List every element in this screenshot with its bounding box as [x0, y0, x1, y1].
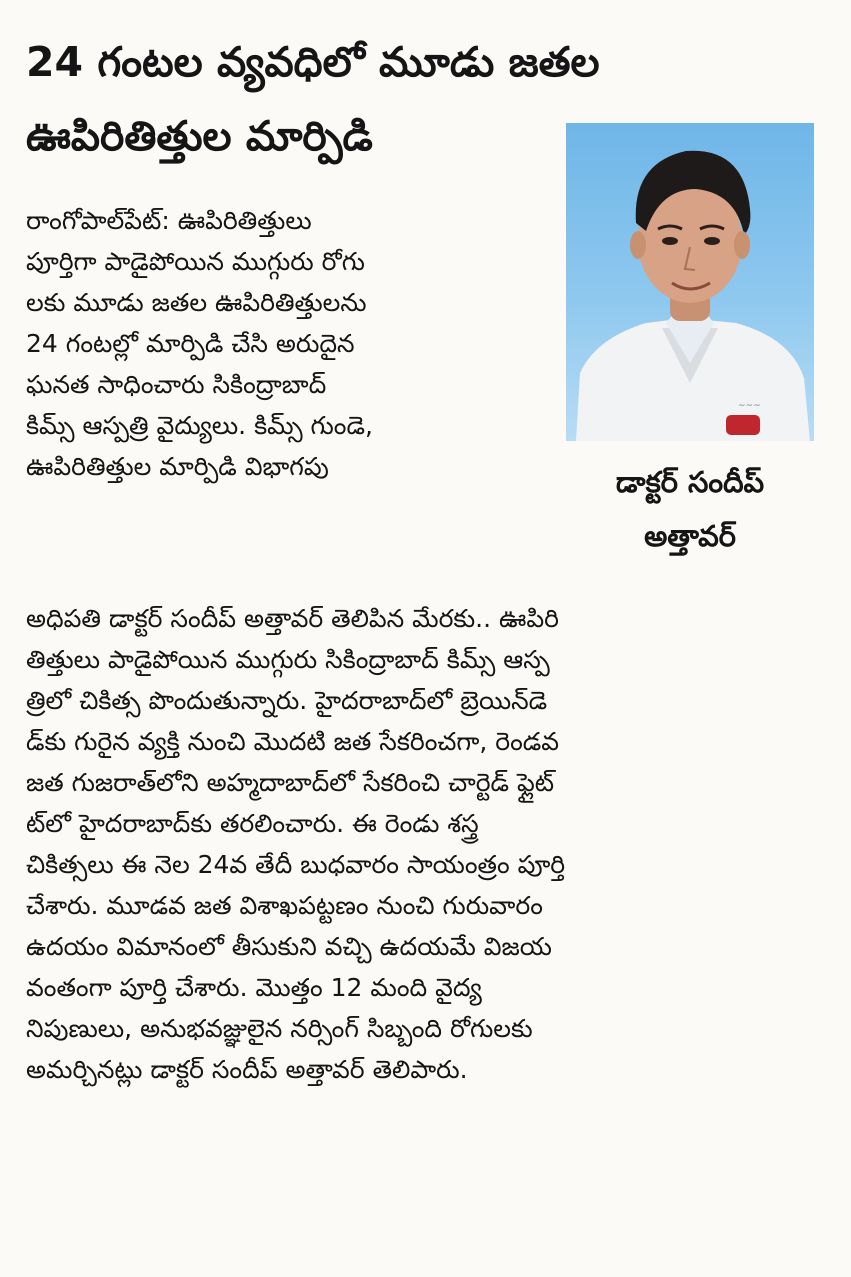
body-line: వంతంగా పూర్తి చేశారు. మొత్తం 12 మంది వైద్య: [26, 973, 482, 1002]
body-line: 24 గంటల్లో మార్పిడి చేసి అరుదైన: [26, 329, 355, 358]
body-line: త్రిలో చికిత్స పొందుతున్నారు. హైదరాబాద్‌లో బ్రెయిన్‌డె: [26, 686, 548, 715]
body-line: అధిపతి డాక్టర్ సందీప్ అత్తావర్ తెలిపిన మేరకు.. ఊపిరి: [26, 604, 559, 633]
body-line: అమర్చినట్లు డాక్టర్ సందీప్ అత్తావర్ తెలిపారు.: [26, 1055, 468, 1084]
svg-text:~~~: ~~~: [738, 401, 761, 411]
doctor-portrait-icon: [566, 123, 814, 441]
body-line: నిపుణులు, అనుభవజ్ఞులైన నర్సింగ్ సిబ్బంది రోగులకు: [26, 1014, 533, 1043]
body-line: చికిత్సలు ఈ నెల 24వ తేదీ బుధవారం సాయంత్రం పూర్తి: [26, 850, 566, 879]
photo-caption: [566, 455, 814, 563]
photo-caption-line-1: డాక్టర్ సందీప్: [615, 465, 765, 499]
body-line: లకు మూడు జతల ఊపిరితిత్తులను: [26, 288, 367, 317]
body-line: తిత్తులు పాడైపోయిన ముగ్గురు సికింద్రాబాద్ కిమ్స్ ఆస్ప: [26, 645, 550, 674]
article-body-top: [26, 200, 544, 487]
article-body-full: [26, 598, 816, 1090]
body-line: పూర్తిగా పాడైపోయిన ముగ్గురు రోగు: [26, 247, 365, 276]
headline-line-1: 24 గంటల వ్యవధిలో మూడు జతల: [26, 38, 600, 86]
body-line: ఊపిరితిత్తుల మార్పిడి విభాగపు: [26, 452, 329, 481]
body-line: కిమ్స్ ఆస్పత్రి వైద్యులు. కిమ్స్ గుండె,: [26, 411, 373, 440]
body-line: ఘనత సాధించారు సికింద్రాబాద్: [26, 370, 327, 399]
body-line: ఉదయం విమానంలో తీసుకుని వచ్చి ఉదయమే విజయ: [26, 932, 552, 961]
headline-line-2: ఊపిరితిత్తుల మార్పిడి: [26, 112, 373, 160]
doctor-photo: [566, 123, 814, 441]
body-line: రాంగోపాల్‌పేట్: ఊపిరితిత్తులు: [26, 206, 312, 235]
body-line: డ్‌కు గురైన వ్యక్తి నుంచి మొదటి జత సేకరించగా, రెండవ: [26, 727, 560, 756]
body-line: ట్‌లో హైదరాబాద్‌కు తరలించారు. ఈ రెండు శస్త్ర: [26, 809, 479, 838]
body-line: జత గుజరాత్‌లోని అహ్మదాబాద్‌లో సేకరించి చార్టెడ్ ఫ్లైట్: [26, 768, 555, 797]
photo-caption-line-2: అత్తావర్: [644, 519, 736, 553]
body-line: చేశారు. మూడవ జత విశాఖపట్టణం నుంచి గురువారం: [26, 891, 543, 920]
